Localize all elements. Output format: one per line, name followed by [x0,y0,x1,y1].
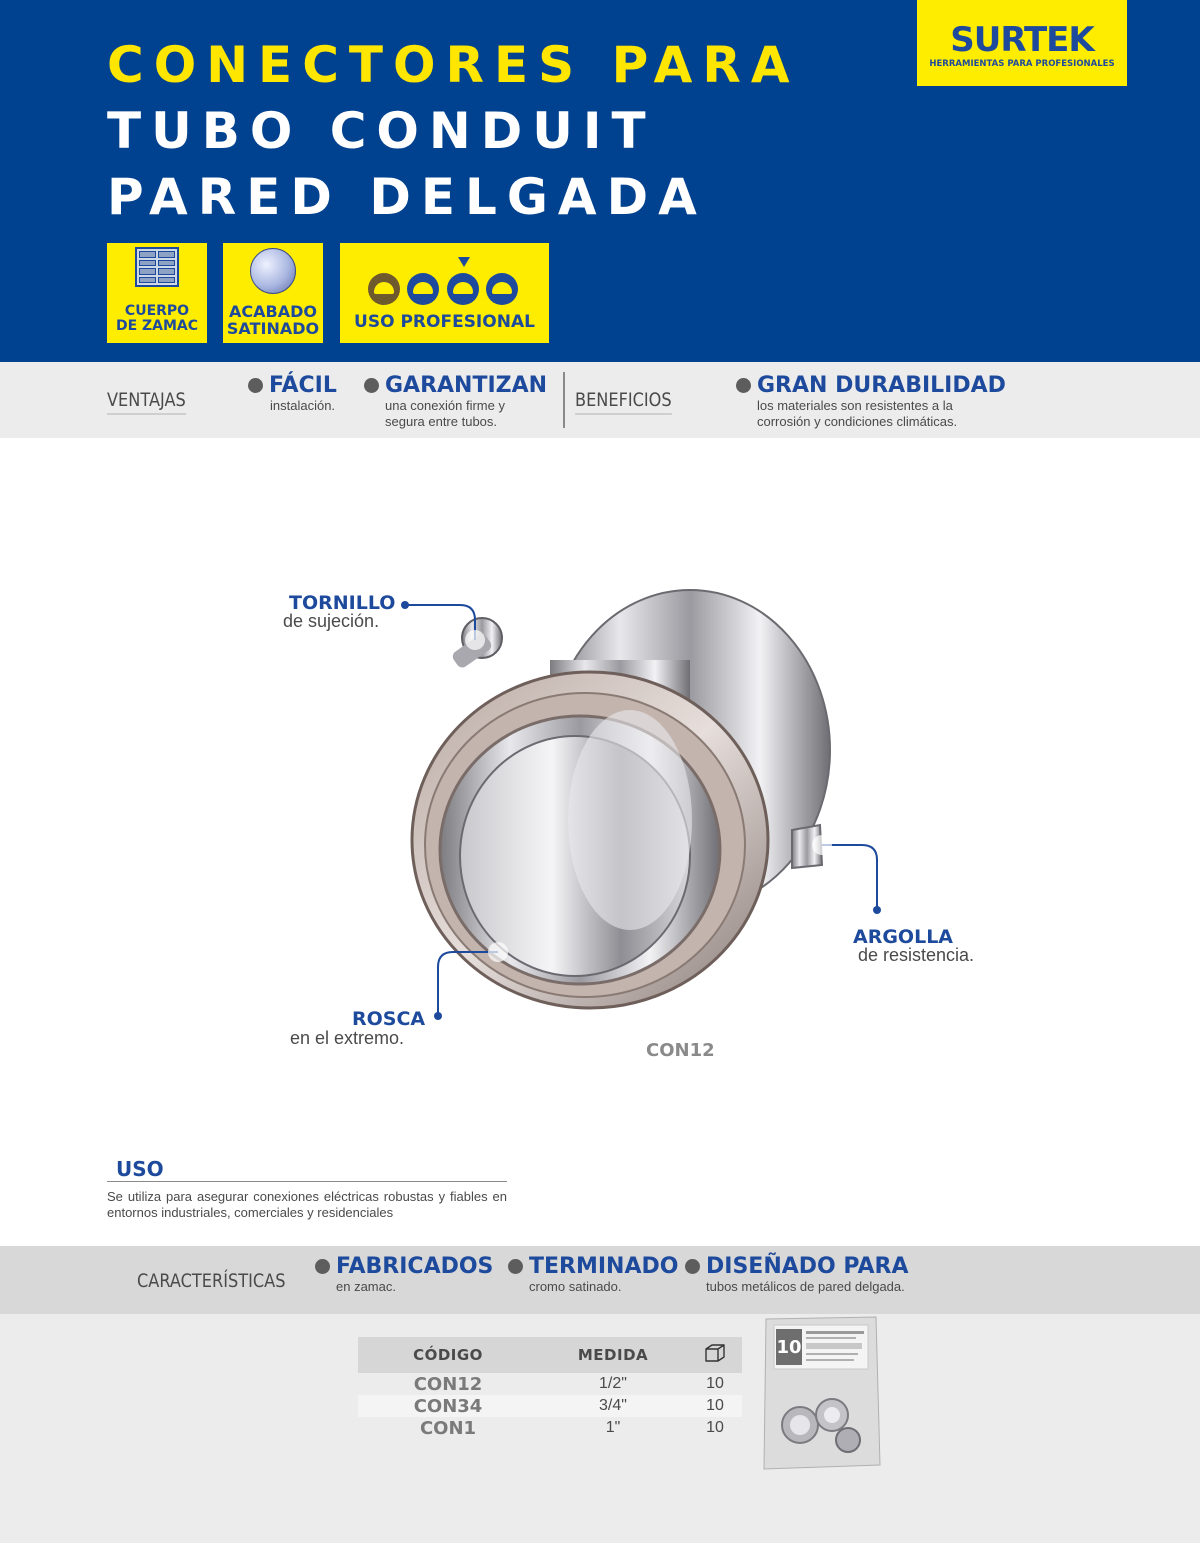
helmet-icon [368,273,400,305]
uso-title: USO [116,1157,164,1181]
feature-terminado-sub: cromo satinado. [529,1279,622,1294]
bullet-icon [364,378,379,393]
badge-uso-profesional [340,243,549,343]
box-icon [688,1337,742,1373]
header-code: CÓDIGO [358,1337,538,1373]
title-line-1: CONECTORES PARA [107,36,800,94]
surtek-logo [917,0,1127,86]
row-qty: 10 [688,1395,742,1417]
bullet-icon [508,1259,523,1274]
header-banner [0,0,1200,362]
uso-divider [107,1181,507,1182]
spec-table [358,1337,742,1439]
row-size: 1" [605,1419,621,1436]
ventaja-garantizan-sub2: segura entre tubos. [385,414,498,429]
logo-name: SURTEK [950,20,1094,60]
callout-tornillo-sub: de sujeción. [283,611,380,631]
badge-label-line2: DE ZAMAC [115,318,199,334]
beneficios-label: BENEFICIOS [575,389,672,415]
table-header-row [358,1337,742,1373]
bullet-icon [315,1259,330,1274]
ventaja-garantizan-title: GARANTIZAN [385,373,548,398]
table-row [358,1395,742,1417]
table-row [358,1373,742,1395]
helmet-icon [447,273,479,305]
callout-rosca-sub: en el extremo. [290,1028,405,1048]
row-size: 1/2" [599,1375,627,1392]
pointer-arrow-icon [458,257,470,267]
feature-disenado-title: DISEÑADO PARA [706,1254,909,1279]
beneficio-durabilidad-sub1: los materiales son resistentes a la [757,398,953,413]
bullet-icon [248,378,263,393]
row-size: 3/4" [538,1395,688,1417]
title-line-2: TUBO CONDUIT [107,102,656,160]
package-bag-image [760,1315,882,1471]
callout-argolla-sub: de resistencia. [858,945,975,965]
beneficio-durabilidad-sub2: corrosión y condiciones climáticas. [757,414,958,429]
helmet-scale-icon [368,273,518,307]
badge-label-line1: ACABADO [229,302,317,321]
callout-rosca-title: ROSCA [352,1008,426,1030]
uso-description: Se utiliza para asegurar conexiones eléctricas robustas y fiables en entornos industriales, comerciales y residenciales [107,1189,507,1220]
beneficio-durabilidad-title: GRAN DURABILIDAD [757,373,1006,398]
row-code: CON12 [413,1373,483,1395]
ventajas-label: VENTAJAS [107,389,186,415]
helmet-icon [486,273,518,305]
ventaja-facil-sub: instalación. [270,398,336,413]
ventaja-facil-title: FÁCIL [269,373,337,398]
bullet-icon [685,1259,700,1274]
caracteristicas-label: CARACTERÍSTICAS [137,1270,286,1292]
divider [563,372,565,428]
callout-tornillo-title: TORNILLO [289,592,396,614]
badge-cuerpo-zamac [107,243,207,343]
package-count: 10 [776,1337,802,1358]
title-line-3: PARED DELGADA [107,168,707,226]
feature-disenado-sub: tubos metálicos de pared delgada. [706,1279,905,1294]
badge-label-line1: CUERPO [124,303,190,319]
row-qty: 10 [706,1375,724,1392]
helmet-icon [407,273,439,305]
badge-label-line2: SATINADO [226,319,320,338]
callout-dot [873,906,881,914]
connector-product-image [400,580,850,1020]
row-code: CON34 [358,1395,538,1417]
badge-acabado-satinado [223,243,323,343]
feature-fabricados-title: FABRICADOS [336,1254,494,1279]
ventaja-garantizan-sub1: una conexión firme y [385,398,505,413]
feature-fabricados-sub: en zamac. [336,1279,396,1294]
feature-terminado-title: TERMINADO [529,1254,679,1279]
bullet-icon [736,378,751,393]
satin-sphere-icon [250,248,296,294]
row-qty: 10 [706,1419,724,1436]
badge-label: USO PROFESIONAL [354,312,535,332]
callout-argolla-title: ARGOLLA [853,926,954,948]
header-size: MEDIDA [538,1337,688,1373]
table-row [358,1417,742,1439]
zamac-body-icon [135,247,179,287]
product-code-label: CON12 [646,1040,715,1061]
logo-tagline: HERRAMIENTAS PARA PROFESIONALES [929,59,1115,69]
row-code: CON1 [419,1417,477,1439]
